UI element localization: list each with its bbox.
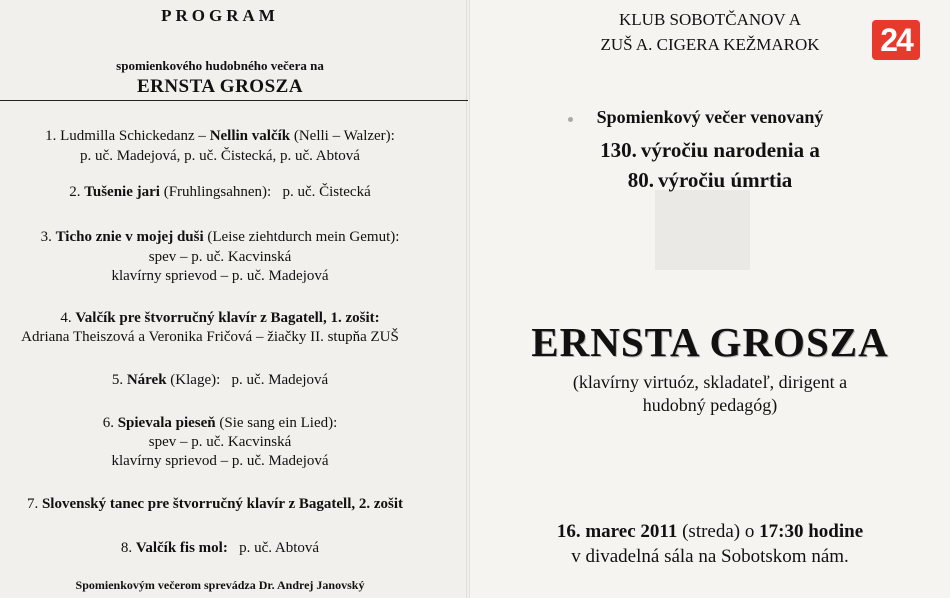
program-item-1-performers: p. uč. Madejová, p. uč. Čistecká, p. uč. Abtová <box>80 148 360 164</box>
program-item-6-singer: spev – p. uč. Kacvinská <box>148 434 292 450</box>
program-footer: Spomienkovým večerom sprevádza Dr. Andrej Janovský <box>75 578 365 592</box>
program-item-2: 2. Tušenie jari (Fruhlingsahnen): p. uč. Čistecká <box>69 184 371 200</box>
program-name: ERNSTA GROSZA <box>136 76 304 97</box>
faded-portrait <box>655 190 750 270</box>
event-venue: v divadelná sála na Sobotskom nám. <box>571 546 849 567</box>
program-item-1: 1. Ludmilla Schickedanz – Nellin valčík (Nelli – Walzer): <box>45 128 395 144</box>
program-item-4: 4. Valčík pre štvorručný klavír z Bagatell, 1. zošit: <box>60 310 380 326</box>
program-item-5: 5. Nárek (Klage): p. uč. Madejová <box>111 372 329 388</box>
event-date: 16. marec 2011 (streda) o 17:30 hodine <box>556 521 864 542</box>
dedication-line-3: 80. výročiu úmrtia <box>627 168 793 192</box>
divider <box>0 100 468 101</box>
honoree-description-1: (klavírny virtuóz, skladateľ, dirigent a <box>572 372 848 392</box>
invitation-page <box>468 0 950 598</box>
organizer: KLUB SOBOTČANOV A ZUŠ A. CIGERA KEŽMAROK <box>600 10 820 54</box>
honoree-name: ERNSTA GROSZA <box>531 319 889 365</box>
program-item-4-performers: Adriana Theiszová a Veronika Fričová – žiačky II. stupňa ZUŠ <box>21 329 399 345</box>
program-item-6-piano: klavírny sprievod – p. uč. Madejová <box>111 453 329 469</box>
dedication-line-2: 130. výročiu narodenia a <box>600 138 820 162</box>
program-item-8: 8. Valčík fis mol: p. uč. Abtová <box>120 540 320 556</box>
page-fold <box>466 0 470 598</box>
program-item-3-singer: spev – p. uč. Kacvinská <box>148 249 292 265</box>
dedication-line-1: Spomienkový večer venovaný <box>596 107 824 127</box>
program-item-3: 3. Ticho znie v mojej duši (Leise ziehtdurch mein Gemut): <box>40 229 400 245</box>
site-logo-24: 24 <box>872 20 920 60</box>
program-item-7: 7. Slovenský tanec pre štvorručný klavír z Bagatell, 2. zošit <box>26 496 404 512</box>
honoree-description-2: hudobný pedagóg) <box>642 395 778 415</box>
program-item-3-piano: klavírny sprievod – p. uč. Madejová <box>111 268 329 284</box>
program-subtitle: spomienkového hudobného večera na <box>116 58 324 73</box>
program-title: PROGRAM <box>161 6 279 25</box>
program-item-6: 6. Spievala pieseň (Sie sang ein Lied): <box>102 415 338 431</box>
